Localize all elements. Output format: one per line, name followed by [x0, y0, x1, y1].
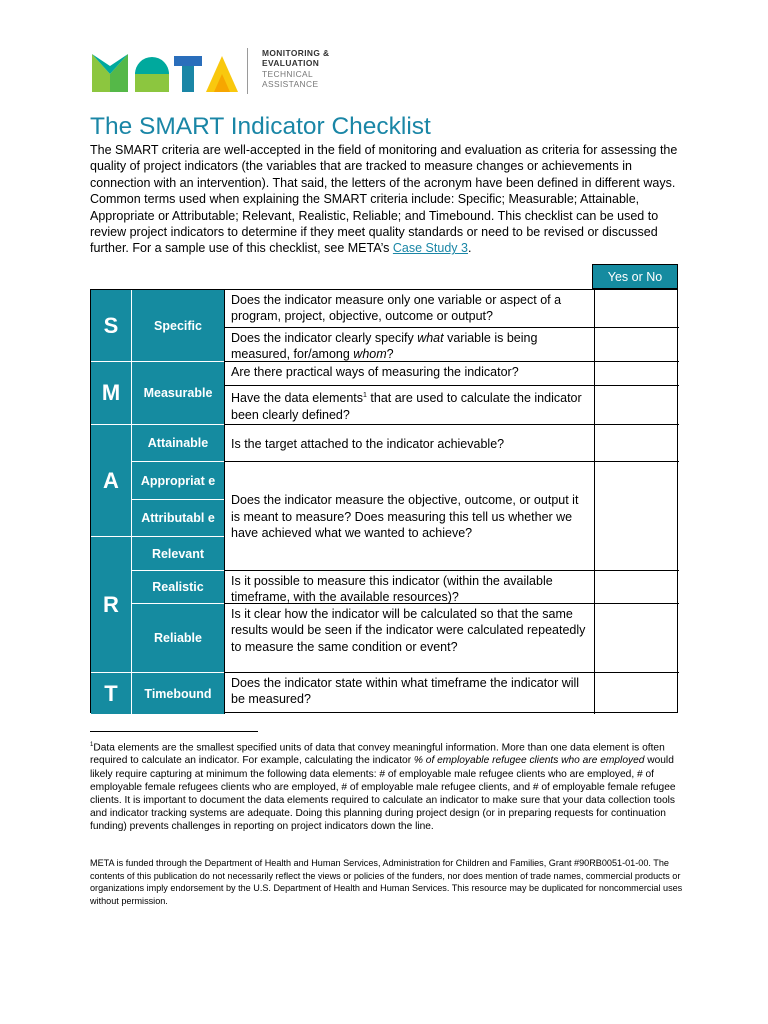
letter-t: T [91, 673, 131, 714]
answer-cell-6[interactable] [594, 462, 679, 571]
criterion-relevant: Relevant [131, 537, 224, 571]
logo-line-2: EVALUATION [262, 58, 320, 69]
question-specific-1: Does the indicator measure only one variable or aspect of a program, project, objective, outcome or output? [224, 290, 594, 328]
logo-divider [247, 48, 248, 94]
q5-text: Is the target attached to the indicator achievable? [231, 436, 505, 451]
footnote-italic: % of employable refugee clients who are employed [413, 755, 645, 767]
criterion-specific: Specific [131, 290, 224, 362]
footnote-text-a: Data elements are the smallest specified units of data that convey meaningful information. More than one data element is often required to calculate an indicator. For example, calculating the indicator [90, 742, 665, 767]
criterion-attributable: Attributabl e [131, 500, 224, 537]
letter-r: R [91, 537, 131, 673]
footnote-marker: 1 [90, 742, 94, 748]
question-attainable [224, 425, 594, 462]
answer-cell-5[interactable] [594, 425, 679, 462]
meta-logo-icon [90, 48, 240, 96]
q2-what: what [417, 331, 444, 345]
case-study-link[interactable]: Case Study 3 [392, 241, 468, 256]
criterion-timebound: Timebound [131, 673, 224, 714]
criterion-attainable: Attainable [131, 425, 224, 462]
answer-cell-9[interactable] [594, 673, 679, 714]
footnote-divider [90, 731, 258, 732]
q4-footnote-ref: 1 [363, 392, 367, 399]
intro-text: The SMART criteria are well-accepted in the field of monitoring and evaluation as criteria for assessing the quality of project indicators (the variables that are tracked to measure changes or achievements in connection with an intervention). That said, the letters of the acronym have been defined in different ways. Common terms used when explaining the SMART criteria include: Specific; Measurable; Attainable, Appropriate or Attributable; Relevant, Realistic, Reliable; and Timebound. This checklist can be used to review project indicators to determine if they meet quality standards or need to be revised or discussed further. For a sample use of this checklist, see META’s [90, 143, 678, 256]
answer-cell-4[interactable] [594, 386, 679, 425]
q4-part-a: Have the data elements [231, 391, 364, 406]
logo-line-3: TECHNICAL [262, 68, 314, 79]
letter-a: A [91, 425, 131, 537]
question-realistic: Is it possible to measure this indicator (within the available timeframe, with the available resources)? [224, 571, 594, 604]
answer-cell-7[interactable] [594, 571, 679, 604]
question-reliable: Is it clear how the indicator will be calculated so that the same results would be seen if the indicator were calculated repeatedly to measure the same condition or event? [224, 604, 594, 673]
question-specific-2 [224, 328, 594, 362]
intro-paragraph [90, 142, 688, 257]
smart-checklist-table [90, 289, 678, 713]
answer-cell-1[interactable] [594, 290, 679, 328]
criterion-measurable: Measurable [131, 362, 224, 425]
intro-end: . [467, 241, 472, 256]
question-measurable-1: Are there practical ways of measuring the indicator? [224, 362, 594, 386]
criterion-reliable: Reliable [131, 604, 224, 673]
question-appropriate-relevant [224, 462, 594, 571]
logo-tagline [262, 48, 329, 90]
logo-line-1: MONITORING & [262, 48, 330, 58]
answer-cell-2[interactable] [594, 328, 679, 362]
q2-whom: whom [353, 347, 387, 362]
question-timebound: Does the indicator state within what timeframe the indicator will be measured? [224, 673, 594, 714]
page-title: The SMART Indicator Checklist [90, 113, 431, 140]
q2-part-a: Does the indicator clearly specify [231, 331, 418, 345]
footnote [90, 739, 688, 833]
footnote-text-b: would likely require capturing at minimum the following data elements: # of employable male refugee clients who are employed, # of employable female refugees clients who are employed, # of employable male refugee clients, and # of employable female refugee clients. It is important to document the data elements required to calculate an indicator to make sure that your data collection tools and indicator tracking systems are adequate. Doing this planning during project design (or in preparing requests for continuation funding) prevents challenges in reporting on project indicators down the line. [90, 755, 676, 832]
answer-cell-3[interactable] [594, 362, 679, 386]
letter-s: S [91, 290, 131, 362]
criterion-realistic: Realistic [131, 571, 224, 604]
q4-part-b: that are used to calculate the indicator been clearly defined? [231, 391, 582, 422]
q2-part-b: variable is being measured, for/among [231, 331, 538, 362]
yes-no-header: Yes or No [592, 264, 678, 289]
question-measurable-2 [224, 386, 594, 425]
q2-part-c: ? [386, 347, 394, 362]
answer-cell-8[interactable] [594, 604, 679, 673]
funding-statement: META is funded through the Department of Health and Human Services, Administration for Children and Families, Grant #90RB0051-01-00. The contents of this publication do not necessarily reflect the views or policies of the funders, nor does mention of trade names, commercial products or organizations imply endorsement by the U.S. Department of Health and Human Services. This resource may be duplicated for noncommercial uses without permission. [90, 858, 683, 906]
criterion-appropriate: Appropriat e [131, 462, 224, 500]
logo-line-4: ASSISTANCE [262, 79, 319, 90]
letter-m: M [91, 362, 131, 425]
q6-text: Does the indicator measure the objective, outcome, or output it is meant to measure? Does measuring this tell us whether we have achieved what we wanted to achieve? [231, 493, 579, 541]
